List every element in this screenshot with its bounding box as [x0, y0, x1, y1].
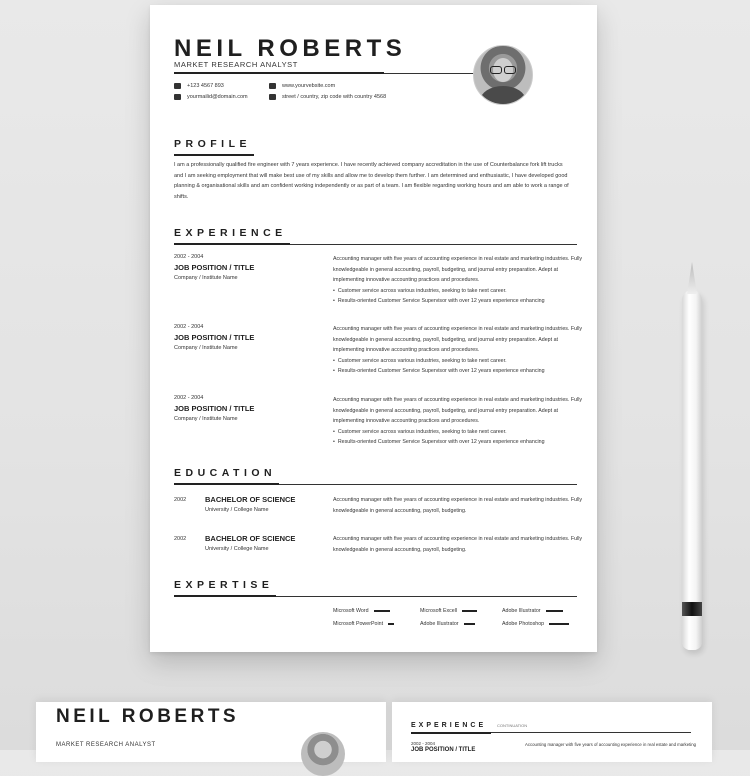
preview-date: 2002 - 2004	[411, 741, 436, 746]
header-rule-thick	[174, 72, 384, 74]
preview-page-right	[392, 702, 712, 762]
preview-job: JOB POSITION / TITLE	[411, 747, 476, 753]
experience-rule-thin	[290, 244, 577, 245]
skill-item	[420, 608, 477, 614]
skill-item	[502, 608, 563, 614]
resume-role: MARKET RESEARCH ANALYST	[174, 60, 298, 69]
education-item	[174, 534, 583, 564]
preview-desc: Accounting manager with five years of accounting experience in real estate and marketing	[525, 742, 697, 747]
skill-name: Microsoft Word	[333, 608, 369, 614]
experience-title: JOB POSITION / TITLE	[174, 263, 255, 272]
education-degree: BACHELOR OF SCIENCE	[205, 534, 296, 543]
experience-rule-thick	[174, 243, 290, 245]
skill-name: Adobe Photoshop	[502, 621, 545, 627]
skill-item	[502, 621, 569, 627]
skill-level-bar	[462, 610, 477, 613]
education-year: 2002	[174, 497, 187, 503]
experience-bullet: • Customer service across various industries, seeking to take next career.	[333, 427, 583, 438]
education-heading: EDUCATION	[174, 467, 277, 479]
experience-bullet: • Results-oriented Customer Service Supervisor with over 12 years experience enhancing	[333, 296, 583, 307]
skill-level-bar	[388, 623, 394, 626]
skill-name: Adobe Illustrator	[502, 608, 541, 614]
mail-icon	[174, 94, 181, 100]
skill-level-bar	[546, 610, 563, 613]
experience-company: Company / Institute Name	[174, 345, 238, 351]
experience-item	[174, 254, 583, 314]
location-icon	[269, 94, 276, 100]
experience-description	[333, 254, 583, 307]
experience-company: Company / Institute Name	[174, 275, 238, 281]
education-desc: Accounting manager with five years of accounting experience in real estate and marketing industries. Fully knowledgeable in general accounting, payroll, budgeting.	[333, 536, 583, 553]
expertise-rule-thick	[174, 595, 276, 597]
education-rule-thick	[174, 483, 279, 485]
skill-item	[420, 621, 475, 627]
experience-title: JOB POSITION / TITLE	[174, 404, 255, 413]
profile-rule-thick	[174, 154, 254, 156]
education-rule-thin	[279, 484, 577, 485]
experience-bullet: • Customer service across various industries, seeking to take next career.	[333, 286, 583, 297]
skill-name: Microsoft Excell	[420, 608, 458, 614]
profile-photo	[473, 45, 533, 105]
resume-name: NEIL ROBERTS	[174, 35, 407, 62]
education-degree: BACHELOR OF SCIENCE	[205, 495, 296, 504]
website-text: www.yourvebsite.com	[282, 83, 336, 89]
education-desc: Accounting manager with five years of accounting experience in real estate and marketing industries. Fully knowledgeable in general accounting, payroll, budgeting.	[333, 497, 583, 514]
skill-item	[333, 608, 390, 614]
experience-bullet: • Results-oriented Customer Service Supervisor with over 12 years experience enhancing	[333, 437, 583, 448]
experience-description	[333, 324, 583, 377]
experience-desc-text: Accounting manager with five years of accounting experience in real estate and marketing industries. Fully knowledgeable in general accounting, payroll, budgeting, and journal entry preparation. Adept at implementing innovative accounting practices and procedures.	[333, 256, 583, 284]
skill-item	[333, 621, 394, 627]
expertise-rule-thin	[276, 596, 577, 597]
experience-item	[174, 395, 583, 455]
experience-bullet: • Results-oriented Customer Service Supervisor with over 12 years experience enhancing	[333, 366, 583, 377]
experience-title: JOB POSITION / TITLE	[174, 333, 255, 342]
phone-icon	[174, 83, 181, 89]
skill-name: Adobe Illustrator	[420, 621, 459, 627]
stylus-pencil	[680, 262, 704, 655]
experience-desc-text: Accounting manager with five years of accounting experience in real estate and marketing industries. Fully knowledgeable in general accounting, payroll, budgeting, and journal entry preparation. Adept at implementing innovative accounting practices and procedures.	[333, 397, 583, 425]
contact-phone	[174, 83, 224, 89]
preview-rule	[411, 732, 491, 734]
preview-role: MARKET RESEARCH ANALYST	[56, 742, 156, 748]
contact-website	[269, 83, 335, 89]
education-school: University / College Name	[205, 546, 269, 552]
skill-level-bar	[549, 623, 569, 626]
education-item	[174, 495, 583, 525]
education-school: University / College Name	[205, 507, 269, 513]
experience-item	[174, 324, 583, 384]
email-text: yourmailid@domain.com	[187, 94, 248, 100]
preview-page-left	[36, 702, 386, 762]
contact-address	[269, 94, 386, 100]
experience-description	[333, 395, 583, 448]
experience-date: 2002 - 2004	[174, 395, 204, 401]
profile-heading: PROFILE	[174, 138, 252, 150]
profile-text: I am a professionally qualified fire engineer with 7 years experience. I have recently achieved company accreditation in the use of Counterbalance fork lift trucks and I am seeking employment that will make best use of my skills and allow me to develop them further. I am determined and enthusiastic, I have developed good planning & organisational skills and am confident working independently or as part of a team. I am flexible regarding working hours and am able to work a range of shifts.	[174, 162, 569, 200]
address-text: street / country, zip code with country 4568	[282, 94, 387, 100]
resume-page	[150, 5, 597, 652]
skill-level-bar	[464, 623, 475, 626]
experience-heading: EXPERIENCE	[174, 227, 287, 239]
phone-text: +123 4567 893	[187, 83, 224, 89]
globe-icon	[269, 83, 276, 89]
preview-section-title: EXPERIENCE	[411, 722, 487, 729]
skill-level-bar	[374, 610, 390, 613]
preview-name: NEIL ROBERTS	[56, 706, 240, 727]
skill-name: Microsoft PowerPoint	[333, 621, 384, 627]
experience-bullet: • Customer service across various industries, seeking to take next career.	[333, 356, 583, 367]
preview-rule-thin	[491, 732, 691, 733]
preview-section-subtitle: CONTINUATION	[497, 723, 528, 728]
contact-email	[174, 94, 248, 100]
education-year: 2002	[174, 536, 187, 542]
experience-date: 2002 - 2004	[174, 324, 204, 330]
header-rule-thin	[384, 73, 474, 74]
experience-company: Company / Institute Name	[174, 416, 238, 422]
experience-date: 2002 - 2004	[174, 254, 204, 260]
experience-desc-text: Accounting manager with five years of accounting experience in real estate and marketing industries. Fully knowledgeable in general accounting, payroll, budgeting, and journal entry preparation. Adept at implementing innovative accounting practices and procedures.	[333, 326, 583, 354]
expertise-heading: EXPERTISE	[174, 579, 274, 591]
preview-photo	[301, 732, 345, 776]
